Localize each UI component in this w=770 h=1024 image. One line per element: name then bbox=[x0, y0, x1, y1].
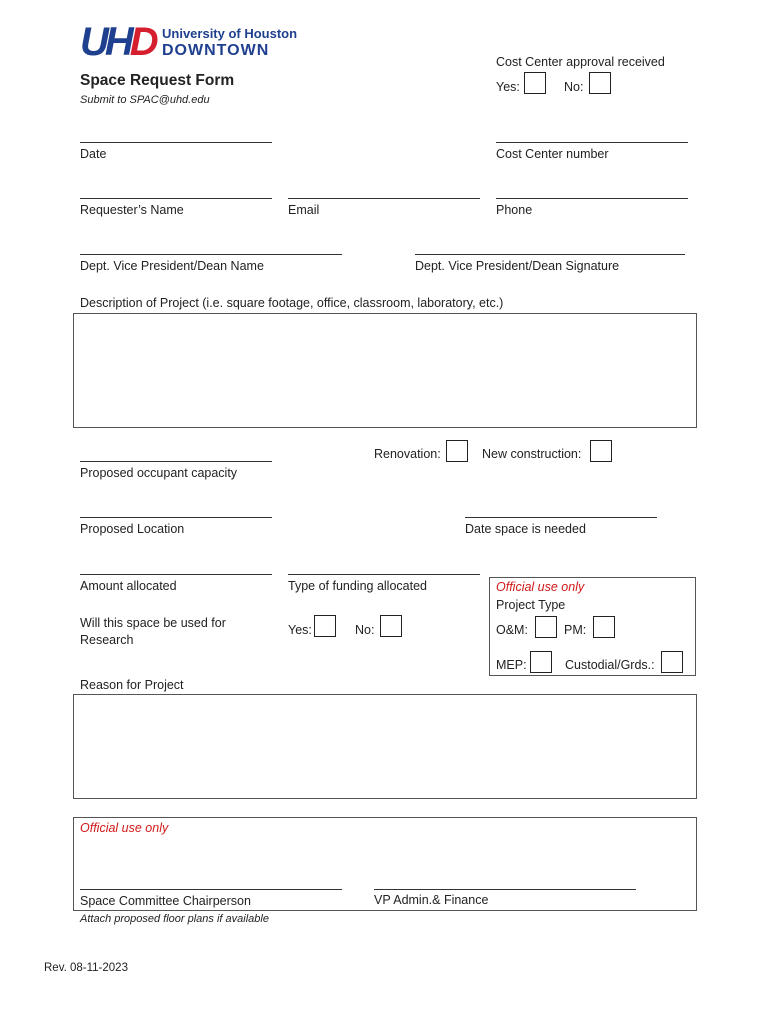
research-no-label: No: bbox=[355, 623, 375, 637]
cost-center-number-field[interactable] bbox=[496, 142, 688, 143]
vp-dean-signature-field[interactable] bbox=[415, 254, 685, 255]
requester-name-label: Requester’s Name bbox=[80, 203, 184, 217]
submit-to: Submit to SPAC@uhd.edu bbox=[80, 94, 210, 106]
pm-checkbox[interactable] bbox=[593, 616, 615, 638]
date-needed-label: Date space is needed bbox=[465, 522, 586, 536]
logo-line2: DOWNTOWN bbox=[162, 42, 270, 59]
email-label: Email bbox=[288, 203, 320, 217]
vp-dean-signature-label: Dept. Vice President/Dean Signature bbox=[415, 259, 620, 273]
mep-checkbox[interactable] bbox=[530, 651, 552, 673]
research-yes-checkbox[interactable] bbox=[314, 615, 336, 637]
phone-label: Phone bbox=[496, 203, 533, 217]
proposed-location-field[interactable] bbox=[80, 517, 272, 518]
requester-name-field[interactable] bbox=[80, 198, 272, 199]
official-project-type-heading: Official use only bbox=[496, 580, 585, 594]
cost-center-no-checkbox[interactable] bbox=[589, 72, 611, 94]
attach-note: Attach proposed floor plans if available bbox=[80, 913, 269, 925]
pm-label: PM: bbox=[564, 623, 587, 637]
funding-type-label: Type of funding allocated bbox=[288, 579, 427, 593]
revision-label: Rev. 08-11-2023 bbox=[44, 962, 128, 974]
chairperson-label: Space Committee Chairperson bbox=[80, 894, 251, 908]
cost-center-approval-label: Cost Center approval received bbox=[496, 55, 665, 69]
cost-center-number-label: Cost Center number bbox=[496, 147, 609, 161]
logo-mark: UHD bbox=[80, 20, 155, 64]
proposed-location-label: Proposed Location bbox=[80, 522, 185, 536]
cost-center-yes-checkbox[interactable] bbox=[524, 72, 546, 94]
new-construction-checkbox[interactable] bbox=[590, 440, 612, 462]
cost-center-yes-label: Yes: bbox=[496, 80, 520, 94]
renovation-label: Renovation: bbox=[374, 447, 441, 461]
vp-dean-name-field[interactable] bbox=[80, 254, 342, 255]
reason-textarea[interactable] bbox=[73, 694, 697, 799]
amount-allocated-field[interactable] bbox=[80, 574, 272, 575]
vp-dean-name-label: Dept. Vice President/Dean Name bbox=[80, 259, 264, 273]
om-label: O&M: bbox=[496, 623, 528, 637]
custodial-label: Custodial/Grds.: bbox=[565, 658, 655, 672]
mep-label: MEP: bbox=[496, 658, 527, 672]
chairperson-signature-field[interactable] bbox=[80, 889, 342, 890]
date-field[interactable] bbox=[80, 142, 272, 143]
research-no-checkbox[interactable] bbox=[380, 615, 402, 637]
email-field[interactable] bbox=[288, 198, 480, 199]
funding-type-field[interactable] bbox=[288, 574, 480, 575]
description-label: Description of Project (i.e. square footage, office, classroom, laboratory, etc.) bbox=[80, 296, 504, 310]
research-question-line1: Will this space be used for bbox=[80, 616, 226, 630]
research-question-line2: Research bbox=[80, 633, 134, 647]
date-needed-field[interactable] bbox=[465, 517, 657, 518]
renovation-checkbox[interactable] bbox=[446, 440, 468, 462]
reason-label: Reason for Project bbox=[80, 678, 184, 692]
custodial-checkbox[interactable] bbox=[661, 651, 683, 673]
date-label: Date bbox=[80, 147, 107, 161]
research-yes-label: Yes: bbox=[288, 623, 312, 637]
phone-field[interactable] bbox=[496, 198, 688, 199]
occupant-capacity-label: Proposed occupant capacity bbox=[80, 466, 238, 480]
new-construction-label: New construction: bbox=[482, 447, 582, 461]
om-checkbox[interactable] bbox=[535, 616, 557, 638]
form-title: Space Request Form bbox=[80, 72, 235, 89]
description-textarea[interactable] bbox=[73, 313, 697, 428]
cost-center-no-label: No: bbox=[564, 80, 584, 94]
project-type-label: Project Type bbox=[496, 598, 566, 612]
logo-line1: University of Houston bbox=[162, 26, 298, 41]
vp-admin-signature-field[interactable] bbox=[374, 889, 636, 890]
official-signoff-heading: Official use only bbox=[80, 821, 169, 835]
uhd-logo bbox=[80, 20, 298, 64]
occupant-capacity-field[interactable] bbox=[80, 461, 272, 462]
vp-admin-label: VP Admin.& Finance bbox=[374, 893, 489, 907]
amount-allocated-label: Amount allocated bbox=[80, 579, 177, 593]
